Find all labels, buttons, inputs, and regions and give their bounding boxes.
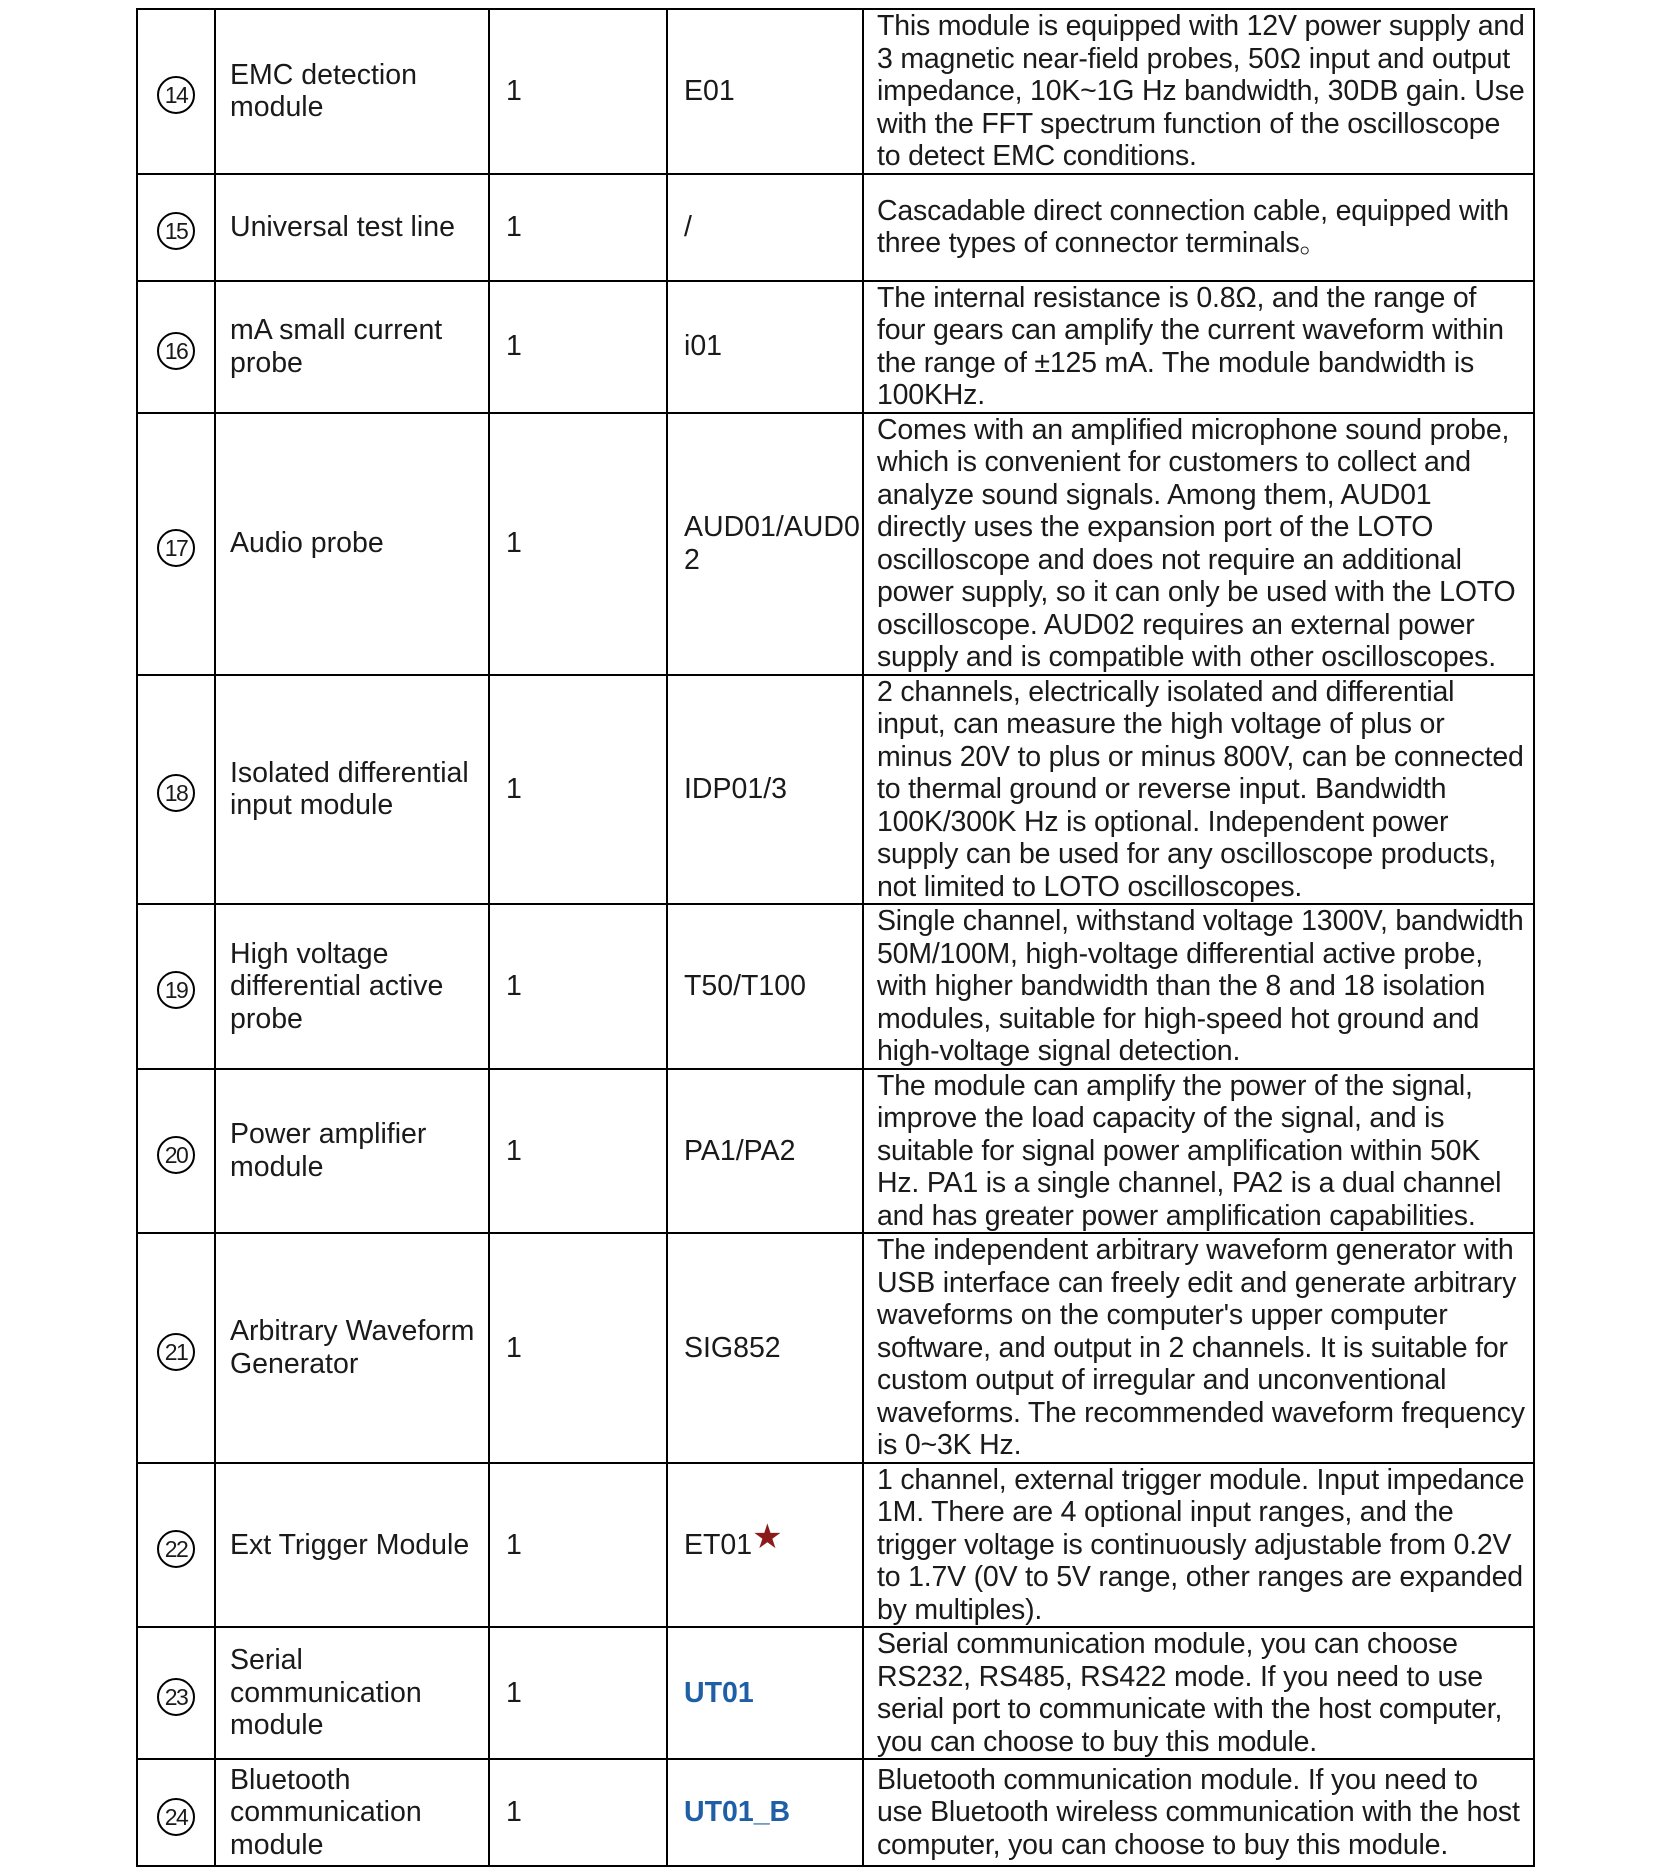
item-description: This module is equipped with 12V power supply and 3 magnetic near-field probes, 50Ω input and output impedance, 10K~1G Hz bandwidth, 30DB gain. Use with the FFT spectrum function of the oscilloscope to detect EMC conditions. (863, 9, 1534, 174)
table-row (137, 904, 1534, 1069)
table-row (137, 675, 1534, 905)
row-number-cell (137, 9, 215, 174)
item-quantity: 1 (489, 1233, 667, 1463)
item-description: 1 channel, external trigger module. Input impedance 1M. There are 4 optional input ranges, and the trigger voltage is continuously adjustable from 0.2V to 1.7V (0V to 5V range, other ranges are expanded by multiples). (863, 1463, 1534, 1628)
item-description: The independent arbitrary waveform generator with USB interface can freely edit and generate arbitrary waveforms on the computer's upper computer software, and output in 2 channels. It is suitable for custom output of irregular and unconventional waveforms. The recommended waveform frequency is 0~3K Hz. (863, 1233, 1534, 1463)
item-model-link[interactable]: UT01 (684, 1676, 754, 1709)
circled-number: 23 (157, 1678, 195, 1716)
table-row (137, 1069, 1534, 1234)
row-number-cell (137, 413, 215, 675)
item-model: IDP01/3 (667, 675, 863, 905)
circled-number: 16 (157, 332, 195, 370)
table-row (137, 9, 1534, 174)
row-number-cell (137, 1463, 215, 1628)
item-quantity: 1 (489, 675, 667, 905)
item-description: Cascadable direct connection cable, equipped with three types of connector terminals。 (863, 174, 1534, 281)
item-model: i01 (667, 281, 863, 413)
circled-number: 17 (157, 529, 195, 567)
item-quantity: 1 (489, 1759, 667, 1866)
row-number-cell (137, 1627, 215, 1759)
item-description: 2 channels, electrically isolated and differential input, can measure the high voltage of plus or minus 20V to plus or minus 800V, can be connected to thermal ground or reverse input. Bandwidth 100K/300K Hz is optional. Independent power supply can be used for any oscilloscope products, not limited to LOTO oscilloscopes. (863, 675, 1534, 905)
row-number-cell (137, 675, 215, 905)
item-quantity: 1 (489, 1627, 667, 1759)
item-name: Power amplifier module (215, 1069, 489, 1234)
circled-number: 22 (157, 1530, 195, 1568)
item-model-cell (667, 1463, 863, 1628)
item-model-cell (667, 1627, 863, 1759)
item-model: SIG852 (667, 1233, 863, 1463)
table-row (137, 1627, 1534, 1759)
item-model: / (667, 174, 863, 281)
row-number-cell (137, 174, 215, 281)
item-description: The internal resistance is 0.8Ω, and the range of four gears can amplify the current waveform within the range of ±125 mA. The module bandwidth is 100KHz. (863, 281, 1534, 413)
star-icon: ★ (752, 1517, 783, 1556)
table-row (137, 1233, 1534, 1463)
item-name: EMC detection module (215, 9, 489, 174)
row-number-cell (137, 1233, 215, 1463)
item-model: AUD01/AUD02 (667, 413, 863, 675)
item-quantity: 1 (489, 1463, 667, 1628)
circled-number: 18 (157, 774, 195, 812)
item-model: ET01 (684, 1528, 753, 1561)
item-description: Serial communication module, you can choose RS232, RS485, RS422 mode. If you need to use serial port to communicate with the host computer, you can choose to buy this module. (863, 1627, 1534, 1759)
item-quantity: 1 (489, 281, 667, 413)
item-name: Ext Trigger Module (215, 1463, 489, 1628)
item-model: E01 (667, 9, 863, 174)
item-name: Audio probe (215, 413, 489, 675)
accessory-table (136, 8, 1535, 1867)
circled-number: 15 (157, 212, 195, 250)
item-name: Arbitrary Waveform Generator (215, 1233, 489, 1463)
item-name: Isolated differential input module (215, 675, 489, 905)
item-description: The module can amplify the power of the signal, improve the load capacity of the signal, and is suitable for signal power amplification within 50K Hz. PA1 is a single channel, PA2 is a dual channel and has greater power amplification capabilities. (863, 1069, 1534, 1234)
table-row (137, 281, 1534, 413)
table-row (137, 1759, 1534, 1866)
item-model-cell (667, 1759, 863, 1866)
item-quantity: 1 (489, 9, 667, 174)
item-quantity: 1 (489, 1069, 667, 1234)
item-description: Single channel, withstand voltage 1300V, bandwidth 50M/100M, high-voltage differential active probe, with higher bandwidth than the 8 and 18 isolation modules, suitable for high-speed hot ground and high-voltage signal detection. (863, 904, 1534, 1069)
item-quantity: 1 (489, 174, 667, 281)
table-row (137, 413, 1534, 675)
item-model-link[interactable]: UT01_B (684, 1796, 791, 1829)
circled-number: 21 (157, 1333, 195, 1371)
item-name: High voltage differential active probe (215, 904, 489, 1069)
circled-number: 19 (157, 971, 195, 1009)
item-quantity: 1 (489, 413, 667, 675)
item-model: PA1/PA2 (667, 1069, 863, 1234)
row-number-cell (137, 1759, 215, 1866)
item-quantity: 1 (489, 904, 667, 1069)
item-name: Universal test line (215, 174, 489, 281)
circled-number: 20 (157, 1136, 195, 1174)
item-name: mA small current probe (215, 281, 489, 413)
table-row (137, 1463, 1534, 1628)
item-description: Comes with an amplified microphone sound probe, which is convenient for customers to collect and analyze sound signals. Among them, AUD01 directly uses the expansion port of the LOTO oscilloscope and does not require an additional power supply, so it can only be used with the LOTO oscilloscope. AUD02 requires an external power supply and is compatible with other oscilloscopes. (863, 413, 1534, 675)
item-name: Serial communication module (215, 1627, 489, 1759)
item-description: Bluetooth communication module. If you need to use Bluetooth wireless communication with the host computer, you can choose to buy this module. (863, 1759, 1534, 1866)
circled-number: 24 (157, 1798, 195, 1836)
row-number-cell (137, 904, 215, 1069)
row-number-cell (137, 1069, 215, 1234)
table-row (137, 174, 1534, 281)
row-number-cell (137, 281, 215, 413)
item-model: T50/T100 (667, 904, 863, 1069)
item-name: Bluetooth communication module (215, 1759, 489, 1866)
circled-number: 14 (157, 76, 195, 114)
